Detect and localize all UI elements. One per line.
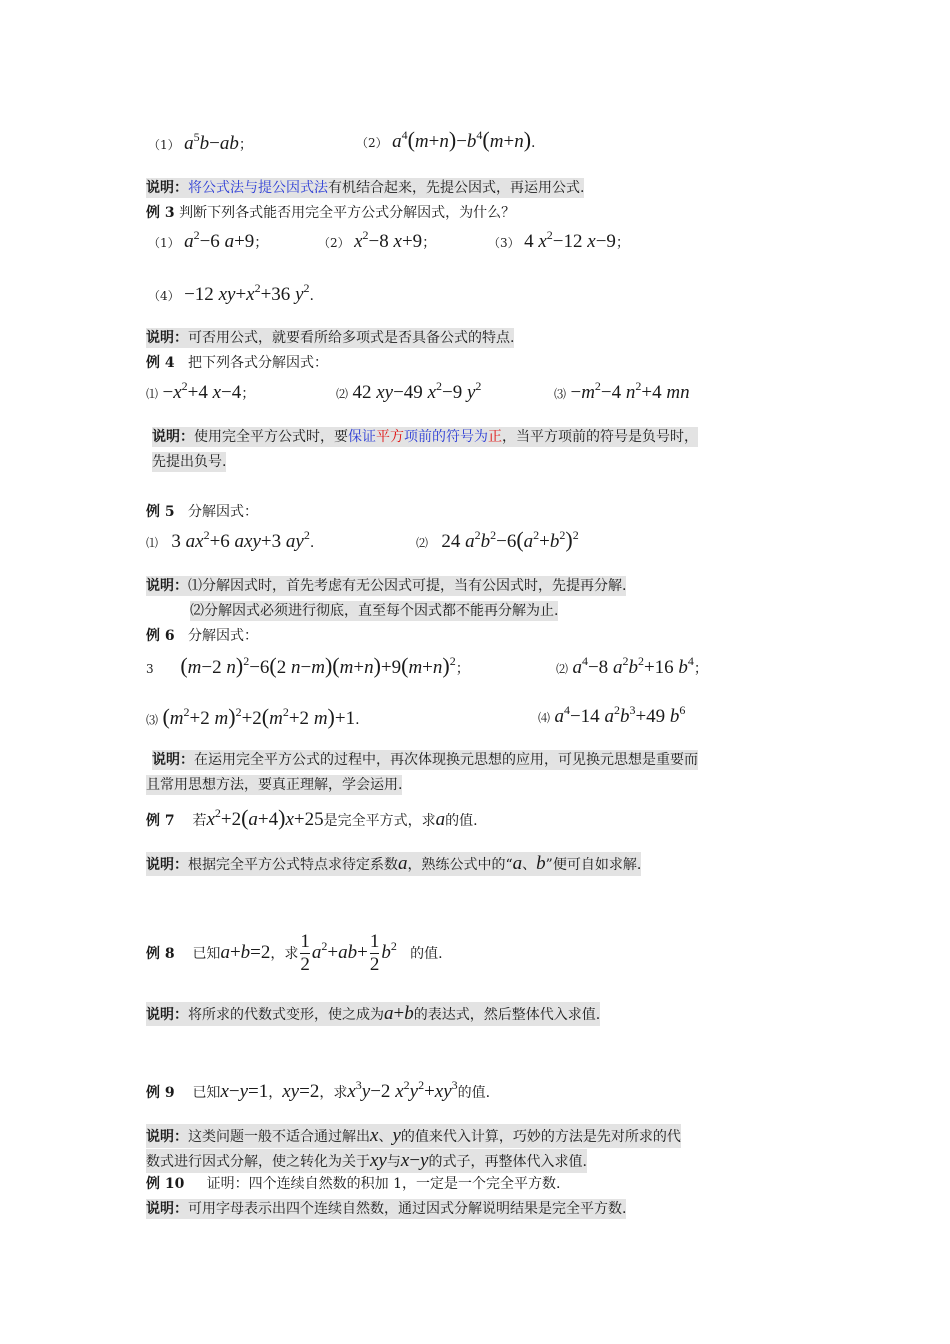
example-title: 例 8 xyxy=(146,946,175,962)
ex9-note-line-2 xyxy=(146,1149,587,1173)
math-expression: $a^4(m+n)-b^4(m+n)$ xyxy=(392,127,532,152)
math-expression: $a^4-8$ $a^2b^2+16$ $b^4$ xyxy=(572,654,694,678)
ex8-problem xyxy=(146,924,443,984)
note-prefix: 说明： xyxy=(146,578,188,594)
math-variable: a xyxy=(398,853,408,874)
note-text: 与 xyxy=(386,1154,401,1170)
example-desc: 把下列各式分解因式： xyxy=(187,355,328,371)
note-text: 的表达式，然后整体代入求值. xyxy=(413,1007,601,1023)
math-expression: 42 xy−49 $x^2-9$ $y^2$ xyxy=(352,379,482,403)
math-expression: $-m^2-4$ $n^2+4$ mn xyxy=(570,379,690,403)
example-title: 例 6 xyxy=(146,628,175,644)
note-text: 这类问题一般不适合通过解出 xyxy=(188,1129,370,1145)
math-expression: $x^3y-2$ $x^2y^2+xy^3$ xyxy=(347,1078,458,1102)
ex4-problem-3 xyxy=(554,381,690,405)
example-text: ，求 xyxy=(319,1085,348,1101)
problem-label: （3） xyxy=(488,236,520,250)
note-text: 数式进行因式分解，使之转化为关于 xyxy=(146,1154,370,1170)
ex6-problem-3: ⑶ ($m^2+2$ $m)^2+2(m^2+2$ m)+1. xyxy=(146,704,360,729)
note-prefix: 说明： xyxy=(146,1129,188,1145)
problem-label: ⑵ xyxy=(416,536,429,550)
problem-label: ⑴ xyxy=(146,536,159,550)
note-text: ⑵分解因式必须进行彻底，直至每个因式都不能再分解为止. xyxy=(190,603,559,619)
note-text: 的值来代入计算，巧妙的方法是先对所求的代 xyxy=(400,1129,681,1145)
example-desc: 分解因式： xyxy=(187,504,258,520)
example-title: 例 5 xyxy=(146,504,175,520)
ex5-heading xyxy=(146,502,258,522)
ex5-problem-1: ⑴ 3 $ax^2+6$ axy+3 $ay^2$. xyxy=(146,528,315,552)
math-expression: x−y=1 xyxy=(220,1081,269,1102)
note-text: 有机结合起来，先提公因式，再运用公式. xyxy=(328,180,585,196)
ex4-problem-2 xyxy=(336,381,481,405)
ex9-problem xyxy=(146,1080,490,1104)
example-text: ，求 xyxy=(270,946,299,962)
ex4-note-line-1 xyxy=(152,427,698,447)
note-prefix: 说明： xyxy=(146,1007,188,1023)
math-expression: x−y xyxy=(400,1150,429,1171)
ex6-problem-1: 3 (m−2 n)$^2$−6(2 $n-m)(m+n)+9(m+n)^2$； xyxy=(146,653,470,678)
example-title: 例 7 xyxy=(146,813,175,829)
note-text: 使用完全平方公式时，要 xyxy=(194,429,348,445)
ex6-problem-4 xyxy=(538,705,685,729)
note-text: ，当平方项前的符号是负号时， xyxy=(502,429,698,445)
ex4-problem-1: ⑴ $-x^2+4$ x−4； xyxy=(146,379,256,403)
example-title: 例 10 xyxy=(146,1176,185,1192)
example-text: 已知 xyxy=(192,946,221,962)
note-text: 、 xyxy=(378,1129,393,1145)
example-desc: 分解因式： xyxy=(187,628,258,644)
ex7-note xyxy=(146,852,641,876)
ex7-problem xyxy=(146,806,478,832)
ex8-note xyxy=(146,1002,600,1026)
example-title: 例 3 xyxy=(146,205,175,221)
example-text: 的值. xyxy=(410,946,443,962)
note-text: 在运用完全平方公式的过程中，再次体现换元思想的应用，可见换元思想是重要而 xyxy=(194,752,698,768)
ex2-problem-2: （2） $a^4(m+n)-b^4(m+n)$. xyxy=(356,127,536,152)
note-text: 且常用思想方法，要真正理解，学会运用. xyxy=(146,777,403,793)
math-variable: x xyxy=(370,1125,379,1146)
math-expression: $\frac{1}{2}$ $a^2+ab+$ $\frac{1}{2}$ $b^2$ xyxy=(300,931,397,976)
note-text: 将所求的代数式变形，使之成为 xyxy=(188,1007,384,1023)
note-text: 根据完全平方公式特点求待定系数 xyxy=(188,857,398,873)
note-prefix: 说明： xyxy=(146,330,188,346)
example-title: 例 4 xyxy=(146,355,175,371)
example-text: 是完全平方式，求 xyxy=(323,813,436,829)
problem-label: （1） xyxy=(148,236,180,250)
math-expression: 3 $ax^2+6$ axy+3 $ay^2$ xyxy=(171,528,310,552)
math-expression: xy xyxy=(370,1150,387,1171)
note-text: 可用字母表示出四个连续自然数，通过因式分解说明结果是完全平方数. xyxy=(188,1201,627,1217)
fraction: $\frac{1}{2}$ xyxy=(300,931,310,976)
ex4-heading xyxy=(146,353,328,373)
math-variable: y xyxy=(392,1125,401,1146)
note-text: 可否用公式，就要看所给多项式是否具备公式的特点. xyxy=(188,330,515,346)
ex5-note-line-1 xyxy=(146,576,626,596)
ex4-note-line-2 xyxy=(152,452,226,472)
note-text: 的式子，再整体代入求值. xyxy=(428,1154,587,1170)
math-expression: $a^5b-ab$ xyxy=(184,130,239,154)
ex10-note xyxy=(146,1199,626,1219)
ex6-note-line-2 xyxy=(146,775,402,795)
note-prefix: 说明： xyxy=(146,857,188,873)
math-expression: (m−2 n)$^2$−6(2 $n-m)(m+n)+9(m+n)^2$ xyxy=(180,653,456,678)
example-text: 若 xyxy=(192,813,207,829)
note-highlight: 平方 xyxy=(376,429,404,445)
math-expression: $a^4-14$ $a^2b^3+49$ $b^6$ xyxy=(554,703,686,727)
note-highlight: 将公式法与提公因式法 xyxy=(188,180,328,196)
ex3-problem-2: （2） $x^2-8$ x+9； xyxy=(318,228,437,252)
example-desc: 证明：四个连续自然数的积加 1，一定是一个完全平方数. xyxy=(206,1176,561,1192)
problem-label: 3 xyxy=(146,662,154,676)
math-expression: $a^2-6$ a+9 xyxy=(184,228,255,252)
ex5-problem-2 xyxy=(416,528,579,554)
problem-label: ⑶ xyxy=(146,713,159,727)
problem-label: ⑵ xyxy=(336,387,349,401)
ex3-heading xyxy=(146,203,515,223)
note-prefix: 说明： xyxy=(146,180,188,196)
math-expression: 24 $a^2b^2-6(a^2+b^2)^2$ xyxy=(441,527,579,552)
note-text: ”便可自如求解. xyxy=(545,857,642,873)
example-title: 例 9 xyxy=(146,1085,175,1101)
ex10-problem xyxy=(146,1174,560,1194)
math-variable: a xyxy=(512,853,523,874)
fraction: $\frac{1}{2}$ xyxy=(369,931,380,976)
ex5-note-line-2 xyxy=(190,601,558,621)
note-text: 先提出负号. xyxy=(152,454,227,470)
ex2-note xyxy=(146,178,584,198)
ex6-problem-2: ⑵ $a^4-8$ $a^2b^2+16$ $b^4$； xyxy=(556,654,708,678)
math-expression: ($m^2+2$ $m)^2+2(m^2+2$ m)+1 xyxy=(162,704,356,729)
note-text: ，熟练公式中的“ xyxy=(407,857,513,873)
ex2-problem-1: （1） $a^5b-ab$； xyxy=(148,130,253,154)
math-expression: a+b xyxy=(384,1003,414,1024)
example-desc: 判断下列各式能否用完全平方公式分解因式，为什么？ xyxy=(179,205,516,221)
ex6-heading xyxy=(146,626,258,646)
math-expression: a+b=2 xyxy=(220,942,271,963)
note-prefix: 说明： xyxy=(152,429,194,445)
example-text: 的值. xyxy=(457,1085,491,1101)
example-text: ， xyxy=(268,1085,283,1101)
note-highlight: 项前的符号为 xyxy=(404,429,488,445)
ex3-note xyxy=(146,328,514,348)
example-text: 的值. xyxy=(445,813,478,829)
problem-label: （2） xyxy=(318,236,350,250)
ex3-problem-3: （3） 4 $x^2-12$ x−9； xyxy=(488,228,630,252)
note-prefix: 说明： xyxy=(146,1201,188,1217)
problem-label: ⑶ xyxy=(554,387,567,401)
note-highlight: 正 xyxy=(488,429,502,445)
math-variable: a xyxy=(435,809,446,830)
problem-label: （1） xyxy=(148,138,180,152)
math-variable: b xyxy=(536,853,546,874)
problem-label: ⑷ xyxy=(538,711,551,725)
ex6-note-line-1 xyxy=(152,750,698,770)
math-expression: 4 $x^2-12$ x−9 xyxy=(524,228,616,252)
problem-label: ⑴ xyxy=(146,387,159,401)
problem-label: （2） xyxy=(356,136,388,150)
math-expression: −12 $xy+x^2+36$ $y^2$ xyxy=(184,281,310,305)
note-text: 、 xyxy=(522,857,537,873)
ex3-problem-1: （1） $a^2-6$ a+9； xyxy=(148,228,269,252)
math-expression: xy=2 xyxy=(282,1081,320,1102)
ex3-problem-4: （4） −12 $xy+x^2+36$ $y^2$. xyxy=(148,281,314,305)
note-highlight: 保证 xyxy=(348,429,376,445)
math-expression: $x^2-8$ x+9 xyxy=(354,228,423,252)
problem-label: （4） xyxy=(148,289,180,303)
problem-label: ⑵ xyxy=(556,662,569,676)
note-prefix: 说明： xyxy=(152,752,194,768)
example-text: 已知 xyxy=(192,1085,221,1101)
ex9-note-line-1 xyxy=(146,1124,681,1148)
math-expression: $-x^2+4$ x−4 xyxy=(162,379,242,403)
note-text: ⑴分解因式时，首先考虑有无公因式可提，当有公因式时，先提再分解. xyxy=(188,578,627,594)
math-expression: $x^2+2(a+4)x+25$ xyxy=(206,805,324,830)
